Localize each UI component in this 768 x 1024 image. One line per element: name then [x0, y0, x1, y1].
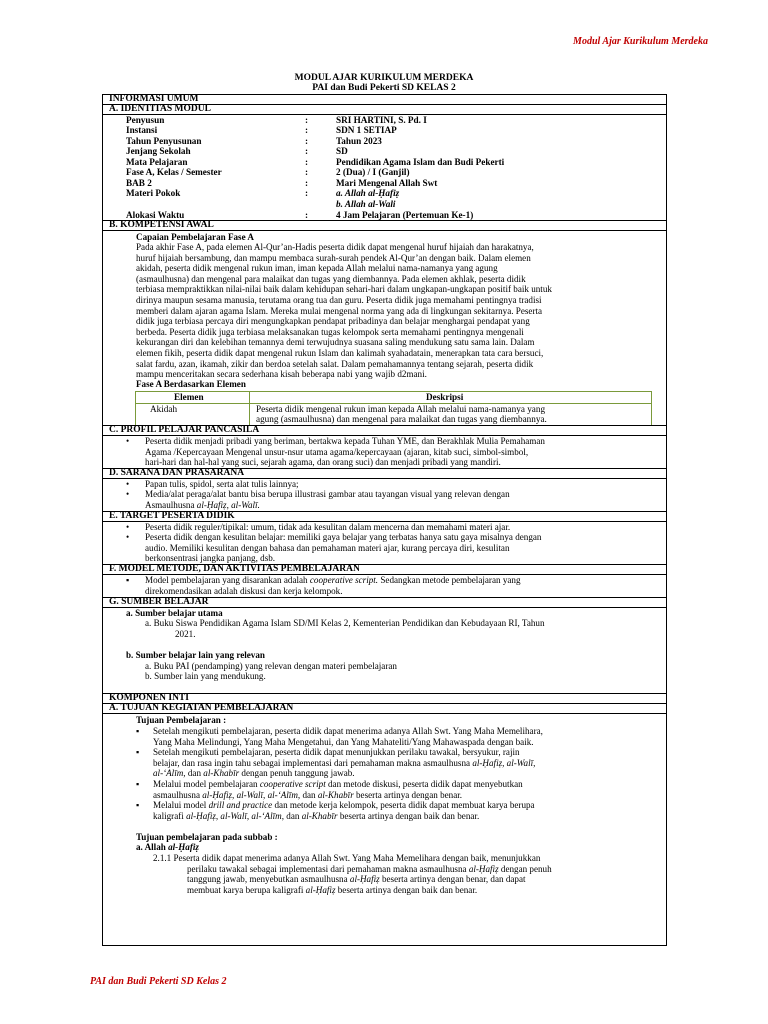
deskripsi-cell	[256, 404, 648, 424]
identitas-colon: :	[305, 178, 309, 188]
tujuan-line: Setelah mengikuti pembelajaran, peserta didik dapat menerima adanya Allah Swt. Yang Maha Memelihara,	[153, 726, 543, 736]
tujuan-line: Yang Maha Melindungi, Yang Maha Mengetahui, dan Yang Mahateliti/Yang Mahawaspada dengan baik.	[153, 736, 534, 747]
tujuan-title: Tujuan Pembelajaran :	[136, 715, 227, 725]
tujuan-text: beserta artinya dengan benar, dan dapat	[379, 874, 526, 885]
tujuan-text: dengan penuh	[498, 863, 552, 874]
tujuan-italic: al-Khabīr	[301, 810, 338, 821]
tujuan-italic: drill and practice	[208, 800, 273, 810]
tujuan-text: dan metode kerja kelompok, peserta didik dapat membuat karya berupa	[272, 800, 535, 810]
sarana-text: Asmaulhusna	[145, 499, 197, 510]
identitas-value: 2 (Dua) / I (Ganjil)	[336, 167, 410, 177]
bullet: •	[126, 532, 130, 542]
bullet: ▪	[136, 779, 140, 789]
profil-line: Agama /Kepercayaan Mengenal unsur-nsur utama agama/kepercayaan (ajaran, kitab suci, simbol-simbol,	[145, 446, 529, 457]
bullet: •	[126, 522, 130, 532]
elemen-table	[135, 391, 652, 426]
bullet: •	[126, 479, 130, 489]
running-header: Modul Ajar Kurikulum Merdeka	[573, 36, 708, 47]
tujuan-italic: al-Khabīr	[203, 768, 240, 779]
capaian-line: terbiasa mempraktikkan nilai-nilai baik dalam kehidupan sehari-hari dalam ungkapan-ungkapan positif baik untuk	[136, 284, 552, 295]
model-italic: cooperative script.	[309, 575, 379, 585]
identitas-label: Fase A, Kelas / Semester	[126, 167, 222, 177]
tujuan-italic: al-Ḥafiẓ	[305, 884, 336, 895]
identitas-colon: :	[305, 115, 309, 125]
profil-line: hari-hari dan hal-hal yang suci, sejarah agama, dan orang suci) dan menjadi pribadi yang mandiri.	[145, 457, 501, 468]
sumber-line: 2021.	[175, 628, 196, 639]
tujuan-text: membuat karya berupa kaligrafi	[187, 884, 306, 895]
identitas-value: a. Allah al-Ḥafiẓ	[336, 188, 400, 198]
identitas-value: 4 Jam Pelajaran (Pertemuan Ke-1)	[336, 210, 474, 220]
sarana-line: Media/alat peraga/alat bantu bisa berupa illustrasi gambar atau tayangan visual yang relevan dengan	[145, 489, 510, 499]
fase-title: Fase A Berdasarkan Elemen	[136, 379, 246, 389]
identitas-label: Penyusun	[126, 115, 165, 125]
capaian-line: mampu menceritakan secara sederhana kisah beberapa nabi yang wajib d2mani.	[136, 369, 427, 380]
subbab-a	[136, 842, 199, 853]
section-profil-pancasila: C. PROFIL PELAJAR PANCASILA	[103, 425, 666, 436]
section-sarana-prasarana: D. SARANA DAN PRASARANA	[103, 468, 666, 479]
sumber-utama-item	[145, 618, 545, 639]
capaian-line: salat fardu, azan, ikamah, zikir dan berdoa setelah salat. Dalam pemahamannya tentang sejarah, peserta didik	[136, 358, 534, 369]
tujuan-text: dengan penuh tanggung jawab.	[239, 768, 355, 779]
model-line	[145, 575, 521, 586]
tujuan-line	[153, 811, 535, 822]
tujuan-text: belajar, dan rasa ingin tahu sebagai implementasi dari pemahaman makna asmaulhusna	[153, 757, 473, 768]
identitas-label: Materi Pokok	[126, 188, 181, 198]
tujuan-italic: al-‘Alīm,	[153, 768, 186, 779]
tujuan-211-line	[153, 864, 552, 875]
tujuan-text: asmaulhusna	[153, 789, 203, 800]
deskripsi-header: Deskripsi	[426, 392, 464, 402]
section-model-metode: F. MODEL METODE, DAN AKTIVITAS PEMBELAJARAN	[103, 564, 666, 575]
section-identitas-modul: A. IDENTITAS MODUL	[103, 104, 666, 115]
bullet: ▪	[126, 575, 130, 585]
model-text: Sedangkan metode pembelajaran yang	[378, 575, 521, 585]
sumber-utama-title: a. Sumber belajar utama	[126, 608, 223, 618]
tujuan-211-line	[153, 874, 552, 885]
sumber-line: a. Buku Siswa Pendidikan Agama Islam SD/MI Kelas 2, Kementerian Pendidikan dan Kebudayaan RI, Tahun	[145, 618, 545, 628]
tujuan-line	[153, 768, 535, 779]
tujuan-item	[153, 747, 535, 779]
sarana-item	[145, 489, 510, 510]
identitas-label: Mata Pelajaran	[126, 157, 188, 167]
running-footer: PAI dan Budi Pekerti SD Kelas 2	[90, 976, 227, 987]
identitas-value: b. Allah al-Wali	[336, 199, 396, 209]
bullet: •	[126, 489, 130, 499]
identitas-colon: :	[305, 146, 309, 156]
tujuan-italic: al-Ḥafiẓ	[468, 863, 499, 874]
target-line: audio. Memiliki kesulitan dengan bahasa dan pemahaman materi ajar, kurang percaya diri, kesulitan	[145, 542, 510, 553]
identitas-value: Tahun 2023	[336, 136, 382, 146]
tujuan-text: dan	[185, 768, 204, 779]
model-item	[145, 575, 521, 596]
bullet: ▪	[136, 800, 140, 810]
sarana-italic: al-Ḥafiẓ, al-Walī.	[196, 499, 260, 510]
tujuan-211-line	[153, 885, 552, 896]
identitas-label: Tahun Penyusunan	[126, 136, 202, 146]
section-komponen-inti: KOMPONEN INTI	[103, 693, 666, 704]
identitas-label: Jenjang Sekolah	[126, 146, 191, 156]
tujuan-text: Melalui model pembelajaran	[153, 779, 260, 789]
capaian-line: berbeda. Peserta didik juga terbiasa melaksanakan tugas kelompok serta memahami pentingnya mengenali	[136, 326, 524, 337]
section-tujuan-kegiatan: A. TUJUAN KEGIATAN PEMBELAJARAN	[103, 703, 666, 714]
capaian-line: akidah, peserta didik mengenal rukun iman, iman kepada Allah melalui nama-namanya yang agung	[136, 263, 498, 274]
tujuan-text: beserta artinya dengan baik dan benar.	[337, 810, 480, 821]
target-item	[145, 532, 541, 564]
tujuan-text: dan	[284, 810, 302, 821]
tujuan-text: tanggung jawab, menyebutkan asmaulhusna	[187, 874, 350, 885]
target-line: Peserta didik dengan kesulitan belajar: memiliki gaya belajar yang terbatas hanya satu gaya misalnya dengan	[145, 532, 542, 542]
identitas-value: SRI HARTINI, S. Pd. I	[336, 115, 427, 125]
capaian-line: memberi dalam ajaran agama Islam. Mereka mulai mengenal norma yang ada di lingkungan sekitarnya. Peserta	[136, 305, 543, 316]
tujuan-line	[153, 779, 523, 790]
sumber-lain-item: a. Buku PAI (pendamping) yang relevan dengan materi pembelajaran	[145, 661, 397, 671]
tujuan-italic: al-Ḥafiẓ, al-Walī, al-‘Alīm,	[202, 789, 301, 800]
tujuan-text: dan	[300, 789, 318, 800]
profil-item	[145, 436, 545, 468]
identitas-value: Mari Mengenal Allah Swt	[336, 178, 438, 188]
model-text: Model pembelajaran yang disarankan adalah	[145, 575, 310, 585]
tujuan-line	[153, 790, 523, 801]
bullet: ▪	[136, 726, 140, 736]
tujuan-italic: al-Khabīr	[317, 789, 354, 800]
deskripsi-line: Peserta didik mengenal rukun iman kepada Allah melalui nama-namanya yang	[256, 404, 546, 414]
tujuan-italic: al-Ḥafiẓ, al-Walī, al-‘Alīm,	[186, 810, 284, 821]
target-line: berkonsentrasi jangka panjang, dsb.	[145, 553, 276, 564]
capaian-paragraph	[136, 242, 652, 380]
identitas-label: Instansi	[126, 125, 158, 135]
bullet: ▪	[136, 747, 140, 757]
tujuan-text: dan metode diskusi, peserta didik dapat menyebutkan	[325, 779, 523, 789]
elemen-table-header	[136, 392, 651, 404]
sarana-line	[145, 500, 510, 511]
tujuan-italic: al-Ḥafiẓ, al-Walī,	[472, 757, 536, 768]
subbab-text: a. Allah	[136, 842, 169, 852]
sumber-lain-item: b. Sumber lain yang mendukung.	[145, 671, 266, 681]
identitas-colon: :	[305, 188, 309, 198]
capaian-line: didik juga terbiasa percaya diri mengungkapkan pendapat pribadinya dan belajar menghargai pendapat yang	[136, 316, 530, 327]
capaian-line: kekurangan diri dan kelebihan temannya demi terwujudnya suasana saling mendukung satu sama lain. Dalam	[136, 337, 535, 348]
section-sumber-belajar: G. SUMBER BELAJAR	[103, 597, 666, 608]
tujuan-text: beserta artinya dengan benar.	[353, 789, 463, 800]
bullet: •	[126, 436, 130, 446]
tujuan-text: kaligrafi	[153, 810, 187, 821]
model-line: direkomendasikan adalah diskusi dan kerja kelompok.	[145, 585, 343, 596]
table-divider	[249, 392, 250, 425]
tujuan-text: beserta artinya dengan baik dan benar.	[335, 884, 478, 895]
tujuan-line	[153, 800, 535, 811]
elemen-header: Elemen	[174, 392, 204, 402]
capaian-line: elemen fikih, peserta didik dapat mengenal rukun Islam dan kalimah syahadatain, menerapkan tata cara bersuci,	[136, 347, 544, 358]
section-kompetensi-awal: B. KOMPETENSI AWAL	[103, 220, 666, 231]
tujuan-italic: cooperative script	[259, 779, 326, 789]
target-item: Peserta didik reguler/tipikal: umum, tidak ada kesulitan dalam mencerna dan memahami materi ajar.	[145, 522, 511, 532]
identitas-value: SDN 1 SETIAP	[336, 125, 397, 135]
identitas-colon: :	[305, 125, 309, 135]
tujuan-text: perilaku tawakal sebagai implementasi dari pemahaman makna asmaulhusna	[187, 863, 469, 874]
section-target-peserta: E. TARGET PESERTA DIDIK	[103, 511, 666, 522]
capaian-line: (asmaulhusna) dan mengenal para malaikat dan tugas yang diembannya. Pada elemen akhlak, peserta didik	[136, 273, 526, 284]
profil-line: Peserta didik menjadi pribadi yang beriman, bertakwa kepada Tuhan YME, dan Berakhlak Mulia Pemahaman	[145, 436, 545, 446]
sumber-lain-title: b. Sumber belajar lain yang relevan	[126, 650, 265, 660]
identitas-colon: :	[305, 157, 309, 167]
subbab-italic: al-Ḥafiẓ	[168, 842, 199, 852]
capaian-title: Capaian Pembelajaran Fase A	[136, 232, 254, 242]
tujuan-italic: al-Ḥafiẓ	[349, 874, 380, 885]
tujuan-line: Setelah mengikuti pembelajaran, peserta didik dapat menunjukkan perilaku tawakal, bersyukur, rajin	[153, 747, 520, 757]
tujuan-item	[153, 779, 523, 800]
identitas-colon: :	[305, 136, 309, 146]
tujuan-211-line: 2.1.1 Peserta didik dapat menerima adanya Allah Swt. Yang Maha Memelihara dengan baik, menunjukkan	[153, 853, 541, 863]
tujuan-item	[153, 800, 535, 821]
document-title: MODUL AJAR KURIKULUM MERDEKA	[294, 73, 474, 83]
subbab-title: Tujuan pembelajaran pada subbab :	[136, 832, 278, 842]
tujuan-item	[153, 726, 543, 747]
capaian-line: dirinya maupun sesama manusia, terutama orang tua dan guru. Peserta didik juga memahami pentingnya tradisi	[136, 294, 542, 305]
document-subtitle: PAI dan Budi Pekerti SD KELAS 2	[312, 83, 456, 93]
identitas-colon: :	[305, 167, 309, 177]
identitas-colon: :	[305, 210, 309, 220]
identitas-label: BAB 2	[126, 178, 152, 188]
tujuan-211	[153, 853, 552, 895]
deskripsi-line: agung (asmaulhusna) dan mengenal para malaikat dan tugas yang diembannya.	[256, 414, 547, 424]
identitas-label: Alokasi Waktu	[126, 210, 185, 220]
elemen-cell: Akidah	[150, 404, 178, 414]
section-informasi-umum: INFORMASI UMUM	[103, 94, 666, 105]
identitas-value: SD	[336, 146, 348, 156]
tujuan-line	[153, 758, 535, 769]
identitas-value: Pendidikan Agama Islam dan Budi Pekerti	[336, 157, 505, 167]
sarana-item: Papan tulis, spidol, serta alat tulis lainnya;	[145, 479, 299, 489]
capaian-line: huruf hijaiah bersambung, dan mampu membaca surah-surah pendek Al-Qur’an dengan baik. Dalam elemen	[136, 252, 531, 263]
tujuan-text: Melalui model	[153, 800, 209, 810]
capaian-line: Pada akhir Fase A, pada elemen Al-Qur’an-Hadis peserta didik dapat mengenal huruf hijaiah dan harakatnya,	[136, 242, 534, 252]
